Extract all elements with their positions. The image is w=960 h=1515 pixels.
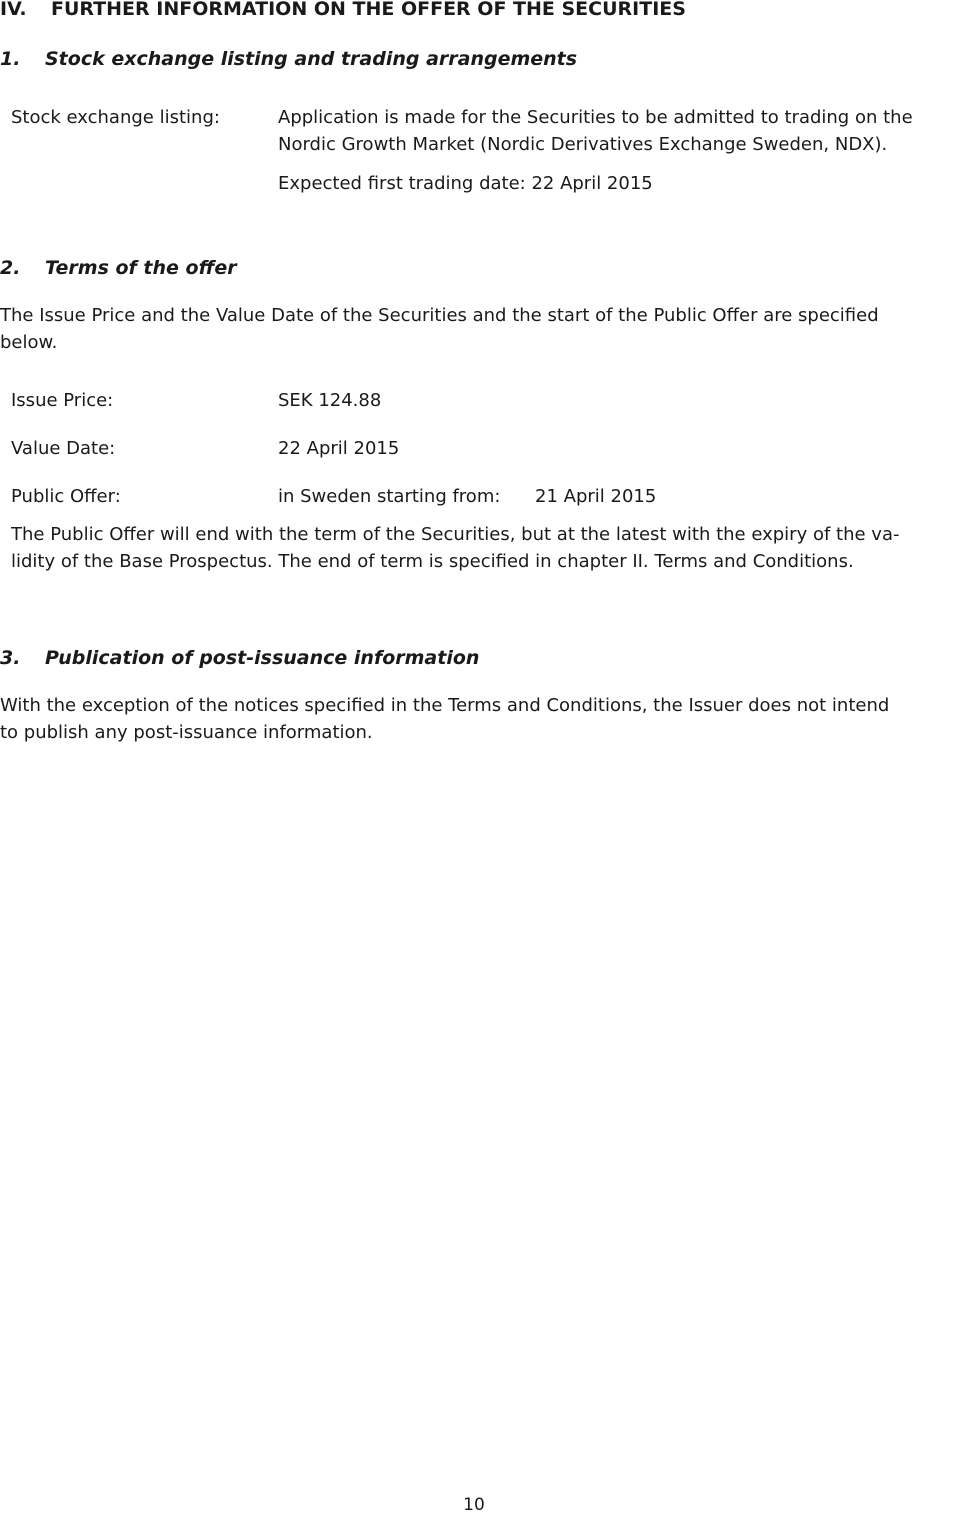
public-offer-label: Public Offer: (11, 486, 121, 507)
value-date-value: 22 April 2015 (278, 438, 400, 459)
subsection-1-number: 1. (0, 48, 21, 70)
offer-end-line-1: The Public Offer will end with the term of the Securities, but at the latest with the expiry of the va- (11, 524, 900, 545)
subsection-1-title: Stock exchange listing and trading arrangements (45, 48, 578, 70)
listing-text-line-1: Application is made for the Securities to be admitted to trading on the (278, 107, 913, 128)
subsection-3-heading (0, 646, 479, 670)
listing-text-line-2: Nordic Growth Market (Nordic Derivatives Exchange Sweden, NDX). (278, 134, 888, 155)
subsection-2-heading (0, 256, 237, 280)
subsection-3-number: 3. (0, 647, 21, 669)
publication-text-line-1: With the exception of the notices specified in the Terms and Conditions, the Issuer does not intend (0, 695, 890, 716)
trading-date: Expected first trading date: 22 April 2015 (278, 173, 653, 194)
issue-price-value: SEK 124.88 (278, 390, 382, 411)
subsection-1-heading (0, 47, 577, 71)
listing-label: Stock exchange listing: (11, 107, 220, 128)
offer-end-line-2: lidity of the Base Prospectus. The end of term is specified in chapter II. Terms and Conditions. (11, 551, 854, 572)
page-number: 10 (463, 1495, 485, 1515)
terms-intro-line-1: The Issue Price and the Value Date of the Securities and the start of the Public Offer are specified (0, 305, 879, 326)
publication-text-line-2: to publish any post-issuance information. (0, 722, 373, 743)
value-date-label: Value Date: (11, 438, 116, 459)
subsection-2-title: Terms of the offer (45, 257, 237, 279)
public-offer-date: 21 April 2015 (535, 486, 657, 507)
issue-price-label: Issue Price: (11, 390, 114, 411)
subsection-3-title: Publication of post-issuance information (45, 647, 480, 669)
section-title: FURTHER INFORMATION ON THE OFFER OF THE SECURITIES (51, 0, 686, 20)
subsection-2-number: 2. (0, 257, 21, 279)
public-offer-text: in Sweden starting from: (278, 486, 501, 507)
section-number: IV. (0, 0, 27, 20)
terms-intro-line-2: below. (0, 332, 58, 353)
section-heading (0, 0, 686, 21)
